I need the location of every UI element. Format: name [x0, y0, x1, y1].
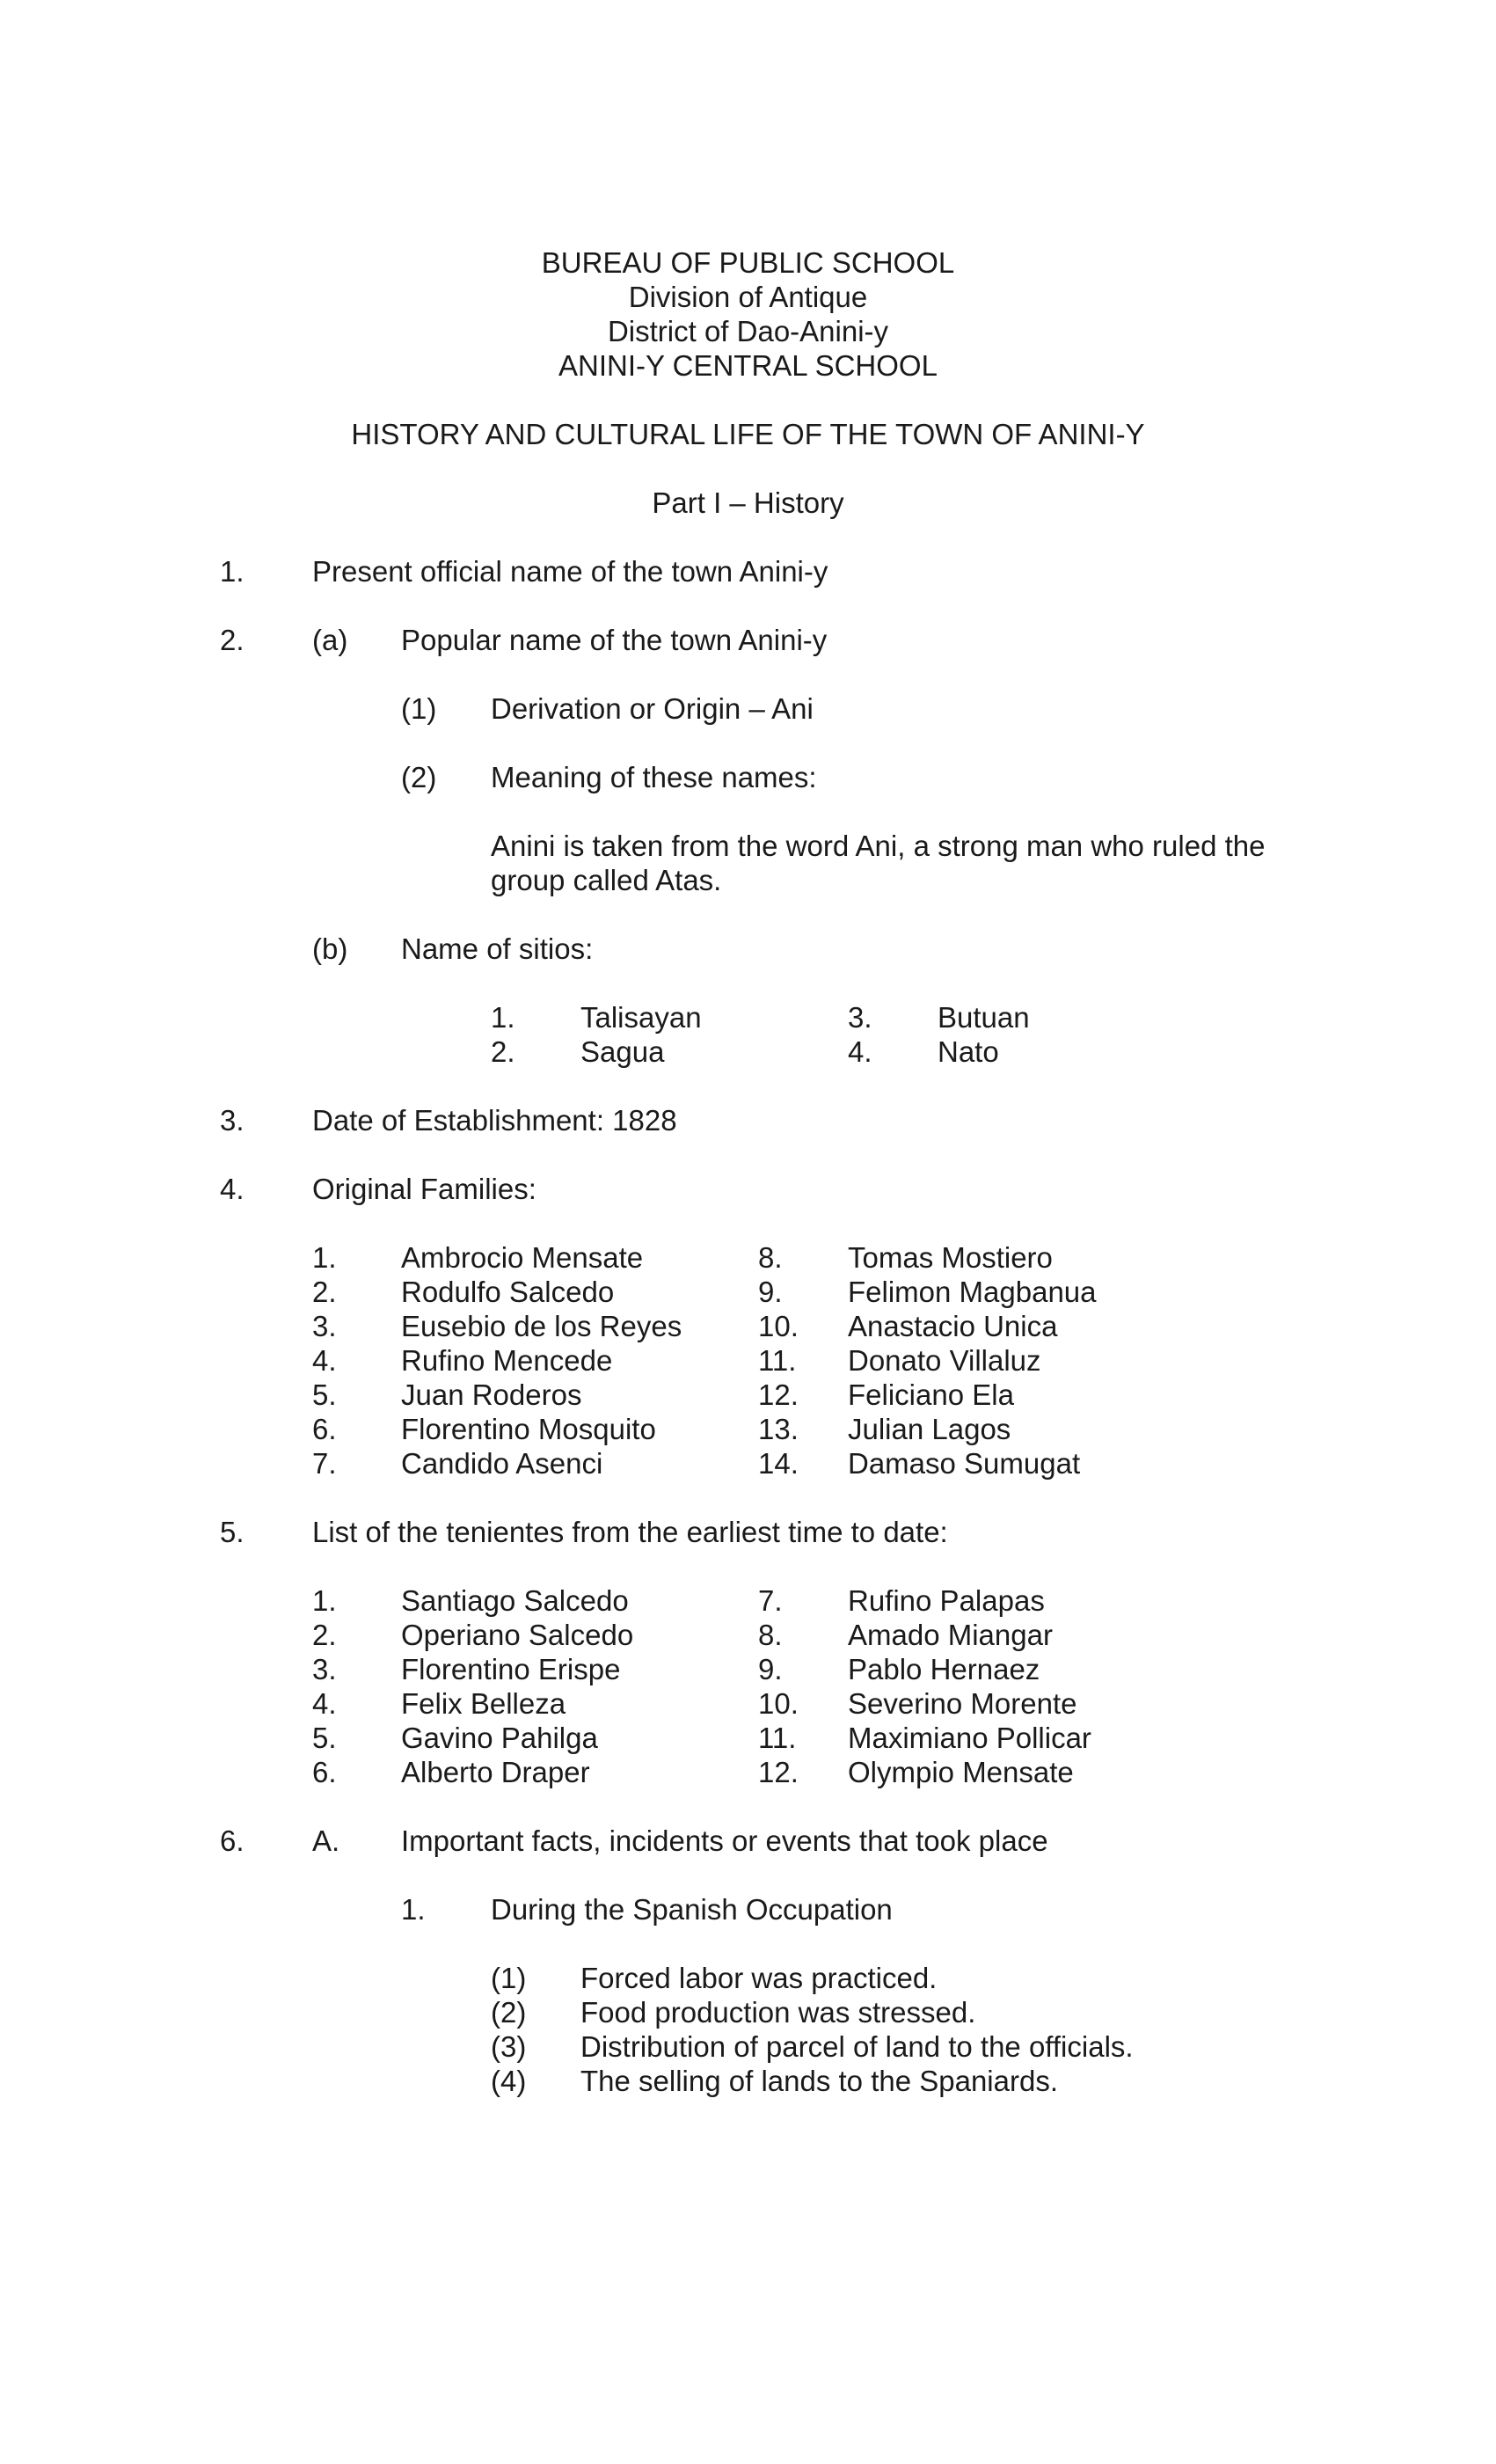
family-name: Florentino Mosquito	[401, 1413, 656, 1445]
family-name: Julian Lagos	[848, 1413, 1011, 1445]
teniente-name: Felix Belleza	[401, 1687, 566, 1720]
teniente-number: 9.	[758, 1653, 783, 1685]
family-name: Feliciano Ela	[848, 1378, 1014, 1411]
family-number: 9.	[758, 1276, 783, 1308]
teniente-number: 1.	[312, 1584, 337, 1617]
teniente-name: Rufino Palapas	[848, 1584, 1045, 1617]
event-label: (1)	[491, 1962, 527, 1994]
family-number: 10.	[758, 1310, 799, 1342]
part-heading: Part I – History	[652, 486, 844, 519]
sitio-number: 3.	[848, 1001, 872, 1034]
teniente-name: Santiago Salcedo	[401, 1584, 629, 1617]
teniente-number: 4.	[312, 1687, 337, 1720]
meaning-line-1: Anini is taken from the word Ani, a strong man who ruled the	[491, 830, 1266, 862]
item-6a-text: Important facts, incidents or events that took place	[401, 1824, 1048, 1857]
family-number: 13.	[758, 1413, 799, 1445]
teniente-name: Gavino Pahilga	[401, 1722, 598, 1754]
family-number: 6.	[312, 1413, 337, 1445]
item-1-text: Present official name of the town Anini-y	[312, 555, 828, 588]
family-name: Ambrocio Mensate	[401, 1241, 644, 1274]
sitio-name: Nato	[938, 1035, 999, 1068]
event-label: (4)	[491, 2065, 527, 2097]
item-2-number: 2.	[220, 624, 244, 656]
item-2a1-label: (1)	[401, 692, 437, 725]
item-2b-text: Name of sitios:	[401, 932, 594, 965]
page-title: HISTORY AND CULTURAL LIFE OF THE TOWN OF ANINI-Y	[351, 418, 1145, 450]
event-text: Distribution of parcel of land to the officials.	[580, 2030, 1134, 2063]
family-name: Rodulfo Salcedo	[401, 1276, 615, 1308]
teniente-number: 12.	[758, 1756, 799, 1788]
family-name: Eusebio de los Reyes	[401, 1310, 682, 1342]
family-number: 11.	[758, 1344, 797, 1377]
sitio-name: Butuan	[938, 1001, 1030, 1034]
teniente-number: 11.	[758, 1722, 797, 1754]
teniente-name: Maximiano Pollicar	[848, 1722, 1091, 1754]
family-number: 3.	[312, 1310, 337, 1342]
family-name: Damaso Sumugat	[848, 1447, 1081, 1480]
item-4-number: 4.	[220, 1173, 244, 1205]
teniente-name: Severino Morente	[848, 1687, 1077, 1720]
event-label: (3)	[491, 2030, 527, 2063]
sitio-name: Talisayan	[580, 1001, 702, 1034]
family-name: Tomas Mostiero	[848, 1241, 1053, 1274]
item-3-number: 3.	[220, 1104, 244, 1137]
item-2a-text: Popular name of the town Anini-y	[401, 624, 828, 656]
header-district: District of Dao-Anini-y	[607, 315, 889, 347]
item-3-text: Date of Establishment: 1828	[312, 1104, 677, 1137]
family-name: Felimon Magbanua	[848, 1276, 1097, 1308]
meaning-line-2: group called Atas.	[491, 864, 722, 896]
family-name: Rufino Mencede	[401, 1344, 613, 1377]
item-6a1-label: 1.	[401, 1893, 426, 1926]
family-name: Anastacio Unica	[848, 1310, 1058, 1342]
teniente-name: Operiano Salcedo	[401, 1619, 634, 1651]
item-2a2-label: (2)	[401, 761, 437, 793]
event-text: The selling of lands to the Spaniards.	[580, 2065, 1059, 2097]
item-5-number: 5.	[220, 1516, 244, 1548]
family-number: 8.	[758, 1241, 783, 1274]
item-6-number: 6.	[220, 1824, 244, 1857]
teniente-name: Alberto Draper	[401, 1756, 590, 1788]
family-name: Candido Asenci	[401, 1447, 603, 1480]
item-6a1-text: During the Spanish Occupation	[491, 1893, 893, 1926]
item-2b-label: (b)	[312, 932, 348, 965]
family-number: 1.	[312, 1241, 337, 1274]
item-5-text: List of the tenientes from the earliest time to date:	[312, 1516, 948, 1548]
sitio-number: 4.	[848, 1035, 872, 1068]
teniente-name: Florentino Erispe	[401, 1653, 621, 1685]
item-2a2-text: Meaning of these names:	[491, 761, 817, 793]
teniente-number: 2.	[312, 1619, 337, 1651]
teniente-number: 3.	[312, 1653, 337, 1685]
header-division: Division of Antique	[628, 281, 868, 313]
family-number: 5.	[312, 1378, 337, 1411]
family-number: 14.	[758, 1447, 799, 1480]
teniente-number: 10.	[758, 1687, 799, 1720]
teniente-name: Olympio Mensate	[848, 1756, 1074, 1788]
teniente-number: 6.	[312, 1756, 337, 1788]
family-name: Donato Villaluz	[848, 1344, 1041, 1377]
teniente-name: Pablo Hernaez	[848, 1653, 1040, 1685]
teniente-number: 7.	[758, 1584, 783, 1617]
family-name: Juan Roderos	[401, 1378, 582, 1411]
family-number: 12.	[758, 1378, 799, 1411]
sitio-number: 2.	[491, 1035, 515, 1068]
header-school: ANINI-Y CENTRAL SCHOOL	[558, 349, 938, 382]
event-label: (2)	[491, 1996, 527, 2029]
item-6a-label: A.	[312, 1824, 340, 1857]
item-2a1-text: Derivation or Origin – Ani	[491, 692, 814, 725]
item-4-text: Original Families:	[312, 1173, 536, 1205]
teniente-number: 5.	[312, 1722, 337, 1754]
family-number: 7.	[312, 1447, 337, 1480]
header-bureau: BUREAU OF PUBLIC SCHOOL	[541, 246, 955, 279]
sitio-number: 1.	[491, 1001, 515, 1034]
family-number: 4.	[312, 1344, 337, 1377]
event-text: Food production was stressed.	[580, 1996, 976, 2029]
item-1-number: 1.	[220, 555, 244, 588]
sitio-name: Sagua	[580, 1035, 665, 1068]
item-2a-label: (a)	[312, 624, 348, 656]
event-text: Forced labor was practiced.	[580, 1962, 938, 1994]
teniente-number: 8.	[758, 1619, 783, 1651]
family-number: 2.	[312, 1276, 337, 1308]
teniente-name: Amado Miangar	[848, 1619, 1053, 1651]
